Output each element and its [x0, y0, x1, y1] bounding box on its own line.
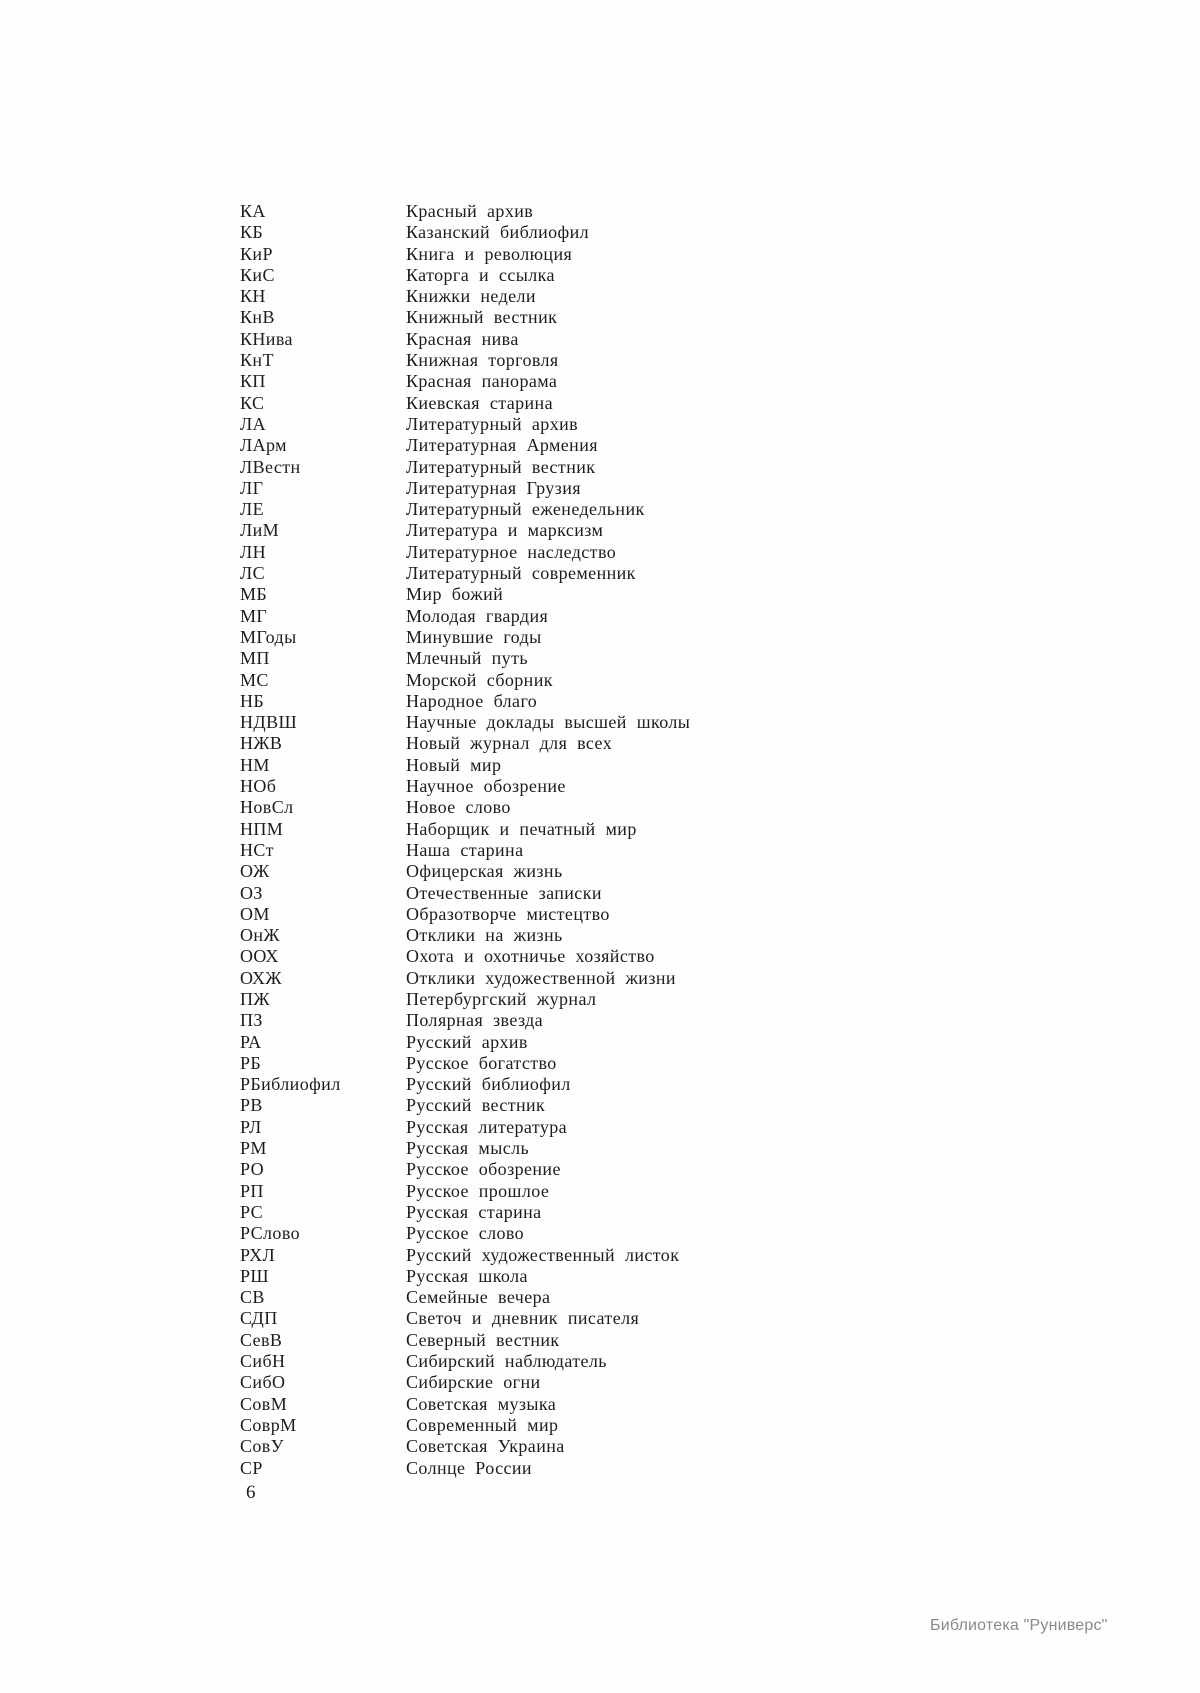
- abbreviation: ОнЖ: [240, 925, 280, 946]
- journal-title: Наборщик и печатный мир: [406, 818, 637, 839]
- abbreviation: КиР: [240, 243, 273, 264]
- abbreviation-row: [240, 968, 690, 989]
- abbreviation-row: [240, 222, 690, 243]
- abbreviation: ОЖ: [240, 861, 270, 882]
- journal-title: Северный вестник: [406, 1329, 560, 1350]
- journal-title: Русская литература: [406, 1116, 568, 1137]
- abbreviation: НСт: [240, 839, 274, 860]
- journal-title: Книжки недели: [406, 286, 536, 307]
- abbreviation: КНива: [240, 328, 293, 349]
- journal-title: Литература и марксизм: [406, 520, 604, 541]
- abbreviation-row: [240, 350, 690, 371]
- journal-title: Отклики на жизнь: [406, 925, 563, 946]
- abbreviation: КА: [240, 201, 266, 221]
- abbreviation: ЛАрм: [240, 435, 287, 456]
- abbreviation: ЛиМ: [240, 520, 280, 541]
- abbreviation-row: [240, 1074, 690, 1095]
- abbreviation: ОХЖ: [240, 967, 282, 988]
- abbreviation: МП: [240, 648, 270, 669]
- abbreviation: МБ: [240, 584, 268, 605]
- journal-title: Русский художественный листок: [406, 1244, 680, 1265]
- abbreviation: КН: [240, 286, 266, 307]
- abbreviation: ЛН: [240, 541, 267, 562]
- abbreviation: НПМ: [240, 818, 284, 839]
- abbreviation: ПЗ: [240, 1010, 263, 1031]
- abbreviation: ООХ: [240, 946, 279, 967]
- journal-title: Петербургский журнал: [406, 988, 597, 1009]
- abbreviation-row: [240, 627, 690, 648]
- abbreviation-row: [240, 1394, 690, 1415]
- abbreviation-row: [240, 520, 690, 541]
- journal-title: Киевская старина: [406, 392, 553, 413]
- abbreviation-row: [240, 1053, 690, 1074]
- abbreviation-row: [240, 1095, 690, 1116]
- abbreviation: РХЛ: [240, 1244, 276, 1265]
- page-number: 6: [246, 1482, 256, 1503]
- journal-title: Сибирские огни: [406, 1372, 541, 1393]
- abbreviation: ЛВестн: [240, 456, 301, 477]
- journal-title: Казанский библиофил: [406, 222, 589, 243]
- abbreviation: МГоды: [240, 626, 297, 647]
- abbreviation: РВ: [240, 1095, 263, 1116]
- journal-title: Каторга и ссылка: [406, 264, 555, 285]
- abbreviation: РСлово: [240, 1223, 300, 1244]
- abbreviation: ОМ: [240, 903, 270, 924]
- journal-title: Наша старина: [406, 839, 524, 860]
- journal-title: Литературный вестник: [406, 456, 596, 477]
- abbreviation: КнТ: [240, 350, 274, 371]
- journal-title: Советская музыка: [406, 1393, 557, 1414]
- abbreviation-row: [240, 840, 690, 861]
- abbreviation-row: [240, 1159, 690, 1180]
- abbreviation-row: [240, 883, 690, 904]
- abbreviation-row: [240, 733, 690, 754]
- abbreviation: НовСл: [240, 797, 294, 818]
- abbreviation-row: [240, 499, 690, 520]
- abbreviation: НДВШ: [240, 712, 298, 733]
- abbreviation-row: [240, 478, 690, 499]
- abbreviation-row: [240, 329, 690, 350]
- journal-title: Русская старина: [406, 1201, 542, 1222]
- abbreviation: СибН: [240, 1351, 286, 1372]
- abbreviation: РА: [240, 1031, 262, 1052]
- abbreviation-row: [240, 201, 690, 222]
- abbreviation: НЖВ: [240, 733, 283, 754]
- abbreviation-row: [240, 371, 690, 392]
- journal-title: Красная нива: [406, 328, 519, 349]
- abbreviation-row: [240, 606, 690, 627]
- journal-title: Научные доклады высшей школы: [406, 712, 691, 733]
- abbreviation: ОЗ: [240, 882, 263, 903]
- abbreviation-row: [240, 1032, 690, 1053]
- journal-title: Семейные вечера: [406, 1287, 551, 1308]
- abbreviation-row: [240, 1287, 690, 1308]
- journal-title: Русский вестник: [406, 1095, 546, 1116]
- abbreviation: СовМ: [240, 1393, 288, 1414]
- journal-title: Русское прошлое: [406, 1180, 550, 1201]
- abbreviation: МГ: [240, 605, 268, 626]
- abbreviation-row: [240, 1372, 690, 1393]
- journal-title: Млечный путь: [406, 648, 528, 669]
- journal-title: Светоч и дневник писателя: [406, 1308, 640, 1329]
- abbreviation-row: [240, 904, 690, 925]
- abbreviation: СР: [240, 1457, 263, 1478]
- journal-title: Книжный вестник: [406, 307, 558, 328]
- abbreviation: КиС: [240, 264, 275, 285]
- journal-title: Научное обозрение: [406, 776, 566, 797]
- abbreviation-row: [240, 670, 690, 691]
- abbreviation-row: [240, 776, 690, 797]
- abbreviation-row: [240, 1415, 690, 1436]
- journal-title: Русский архив: [406, 1031, 528, 1052]
- journal-title: Русское слово: [406, 1223, 525, 1244]
- abbreviation: РС: [240, 1201, 264, 1222]
- abbreviation-row: [240, 1010, 690, 1031]
- abbreviation: РО: [240, 1159, 265, 1180]
- abbreviation: РЛ: [240, 1116, 262, 1137]
- abbreviation-row: [240, 1181, 690, 1202]
- abbreviation-row: [240, 755, 690, 776]
- abbreviation-row: [240, 435, 690, 456]
- abbreviation: НБ: [240, 690, 265, 711]
- abbreviation: НОб: [240, 776, 277, 797]
- journal-title: Минувшие годы: [406, 626, 542, 647]
- abbreviation-row: [240, 393, 690, 414]
- abbreviation-row: [240, 1436, 690, 1457]
- abbreviation: РП: [240, 1180, 264, 1201]
- abbreviation: СДП: [240, 1308, 278, 1329]
- abbreviation-row: [240, 1308, 690, 1329]
- journal-title: Русское обозрение: [406, 1159, 561, 1180]
- abbreviation: РБ: [240, 1052, 262, 1073]
- journal-title: Сибирский наблюдатель: [406, 1351, 607, 1372]
- abbreviation: ПЖ: [240, 988, 270, 1009]
- abbreviation-row: [240, 925, 690, 946]
- journal-title: Народное благо: [406, 690, 538, 711]
- journal-title: Охота и охотничье хозяйство: [406, 946, 655, 967]
- abbreviation-row: [240, 244, 690, 265]
- journal-title: Литературный архив: [406, 413, 579, 434]
- abbreviation-row: [240, 1351, 690, 1372]
- watermark: Библиотека "Руниверс": [930, 1617, 1108, 1634]
- journal-title: Литературная Армения: [406, 435, 598, 456]
- abbreviation: СовУ: [240, 1436, 284, 1457]
- journal-title: Русская мысль: [406, 1138, 530, 1159]
- abbreviation: СоврМ: [240, 1414, 297, 1435]
- abbreviation: РШ: [240, 1265, 269, 1286]
- abbreviation: ЛЕ: [240, 499, 265, 520]
- journal-title: Образотворче мистецтво: [406, 903, 610, 924]
- journal-title: Полярная звезда: [406, 1010, 544, 1031]
- journal-title: Отклики художественной жизни: [406, 967, 676, 988]
- abbreviation: ЛГ: [240, 477, 264, 498]
- abbreviation: СевВ: [240, 1329, 283, 1350]
- journal-title: Отечественные записки: [406, 882, 602, 903]
- abbreviation-row: [240, 265, 690, 286]
- journal-title: Красная панорама: [406, 371, 558, 392]
- journal-title: Морской сборник: [406, 669, 553, 690]
- abbreviation-row: [240, 1202, 690, 1223]
- journal-title: Русское богатство: [406, 1052, 557, 1073]
- abbreviation-row: [240, 691, 690, 712]
- abbreviation: МС: [240, 669, 269, 690]
- abbreviation-row: [240, 1138, 690, 1159]
- abbreviation-row: [240, 819, 690, 840]
- abbreviation-row: [240, 989, 690, 1010]
- abbreviation: ЛС: [240, 563, 266, 584]
- abbreviation-row: [240, 797, 690, 818]
- abbreviation-row: [240, 861, 690, 882]
- journal-title: Литературное наследство: [406, 541, 617, 562]
- abbreviation: КнВ: [240, 307, 275, 328]
- abbreviation-row: [240, 414, 690, 435]
- journal-title: Русский библиофил: [406, 1074, 571, 1095]
- abbreviation-row: [240, 286, 690, 307]
- journal-title: Литературный еженедельник: [406, 499, 645, 520]
- abbreviation-row: [240, 946, 690, 967]
- journal-title: Книга и революция: [406, 243, 573, 264]
- abbreviation: СВ: [240, 1287, 265, 1308]
- abbreviation-row: [240, 1245, 690, 1266]
- journal-title: Литературная Грузия: [406, 477, 581, 498]
- abbreviation-row: [240, 542, 690, 563]
- journal-title: Русская школа: [406, 1265, 528, 1286]
- abbreviation-row: [240, 307, 690, 328]
- abbreviation-row: [240, 648, 690, 669]
- abbreviation: КП: [240, 371, 266, 392]
- journal-title: Новый журнал для всех: [406, 733, 613, 754]
- abbreviation-row: [240, 712, 690, 733]
- abbreviation-row: [240, 1266, 690, 1287]
- journal-title: Солнце России: [406, 1457, 532, 1478]
- abbreviation-row: [240, 563, 690, 584]
- abbreviation-list: [240, 201, 690, 1479]
- abbreviation-row: [240, 1117, 690, 1138]
- abbreviation: РБиблиофил: [240, 1074, 341, 1095]
- journal-title: Современный мир: [406, 1414, 559, 1435]
- abbreviation: СибО: [240, 1372, 286, 1393]
- journal-title: Мир божий: [406, 584, 504, 605]
- abbreviation-row: [240, 1458, 690, 1479]
- journal-title: Красный архив: [406, 201, 534, 221]
- abbreviation-row: [240, 457, 690, 478]
- journal-title: Молодая гвардия: [406, 605, 549, 626]
- journal-title: Новый мир: [406, 754, 502, 775]
- journal-title: Книжная торговля: [406, 350, 559, 371]
- abbreviation-row: [240, 1223, 690, 1244]
- journal-title: Офицерская жизнь: [406, 861, 563, 882]
- abbreviation: НМ: [240, 754, 270, 775]
- journal-title: Новое слово: [406, 797, 511, 818]
- journal-title: Советская Украина: [406, 1436, 565, 1457]
- abbreviation: КБ: [240, 222, 264, 243]
- journal-title: Литературный современник: [406, 563, 636, 584]
- abbreviation-row: [240, 584, 690, 605]
- abbreviation: КС: [240, 392, 265, 413]
- abbreviation: ЛА: [240, 413, 267, 434]
- abbreviation-row: [240, 1330, 690, 1351]
- abbreviation: РМ: [240, 1138, 267, 1159]
